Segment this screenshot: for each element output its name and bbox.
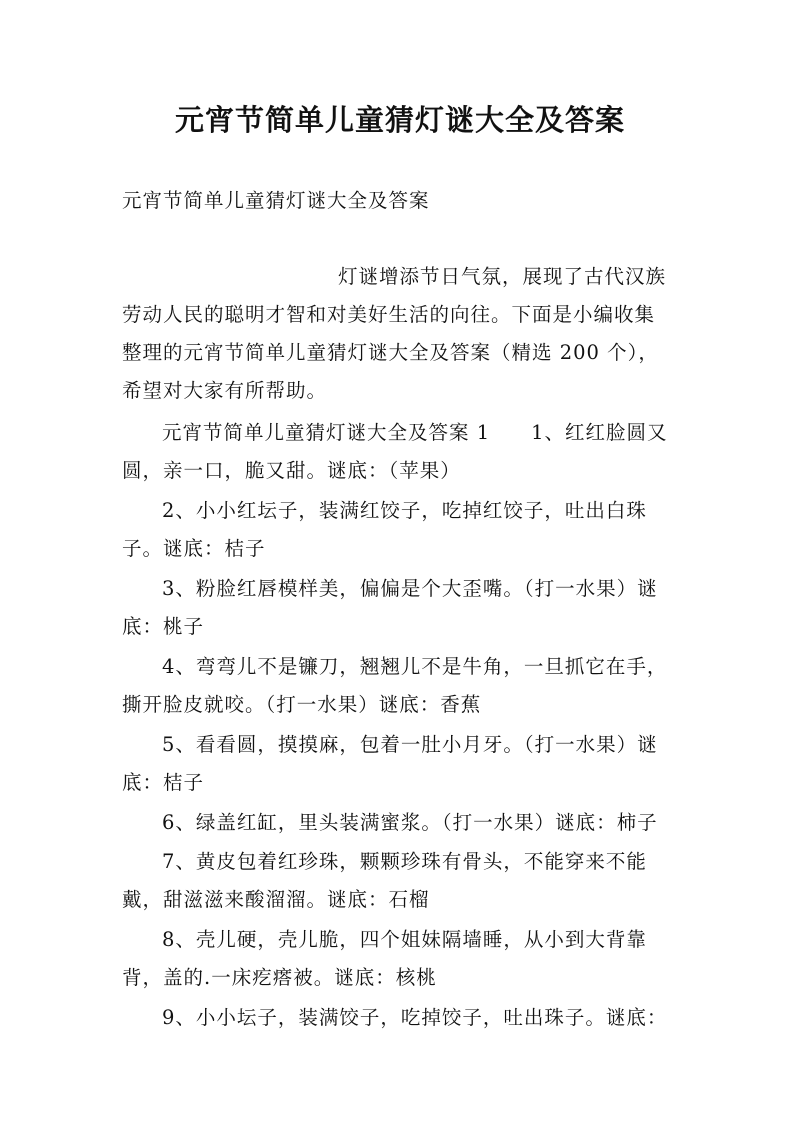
paragraph-line: 9、小小坛子，装满饺子，吃掉饺子，吐出珠子。谜底： (162, 1006, 668, 1029)
paragraph-line: 背，盖的.一床疙瘩被。谜底：核桃 (122, 966, 437, 989)
paragraph-line: 7、黄皮包着红珍珠，颗颗珍珠有骨头，不能穿来不能 (162, 850, 647, 873)
paragraph-line: 3、粉脸红唇模样美，偏偏是个大歪嘴。（打一水果）谜 (162, 577, 658, 600)
paragraph-line: 底：桃子 (122, 615, 205, 638)
paragraph-line: 2、小小红坛子，装满红饺子，吃掉红饺子，吐出白珠 (162, 499, 647, 522)
paragraph-line: 灯谜增添节日气氛，展现了古代汉族 (338, 265, 667, 288)
paragraph-line: 圆，亲一口，脆又甜。谜底：（苹果） (122, 459, 461, 482)
paragraph-line: 子。谜底：桔子 (122, 537, 266, 560)
document-subtitle: 元宵节简单儿童猜灯谜大全及答案 (122, 189, 430, 212)
paragraph-line: 戴，甜滋滋来酸溜溜。谜底：石榴 (122, 888, 430, 911)
paragraph-line: 元宵节简单儿童猜灯谜大全及答案 1 1、红红脸圆又 (162, 421, 668, 444)
paragraph-line: 撕开脸皮就咬。（打一水果）谜底：香蕉 (122, 693, 482, 716)
document-title: 元宵节简单儿童猜灯谜大全及答案 (174, 103, 625, 137)
paragraph-line: 6、绿盖红缸，里头装满蜜浆。（打一水果）谜底：柿子 (162, 811, 658, 834)
paragraph-line: 希望对大家有所帮助。 (122, 379, 328, 402)
paragraph-line: 劳动人民的聪明才智和对美好生活的向往。下面是小编收集 (122, 303, 656, 326)
paragraph-line: 整理的元宵节简单儿童猜灯谜大全及答案（精选 200 个）， (122, 341, 659, 364)
paragraph-line: 5、看看圆，摸摸麻，包着一肚小月牙。（打一水果）谜 (162, 733, 658, 756)
paragraph-line: 4、弯弯儿不是镰刀，翘翘儿不是牛角，一旦抓它在手， (162, 655, 668, 678)
paragraph-line: 8、壳儿硬，壳儿脆，四个姐妹隔墙睡，从小到大背靠 (162, 928, 647, 951)
paragraph-line: 底：桔子 (122, 771, 205, 794)
